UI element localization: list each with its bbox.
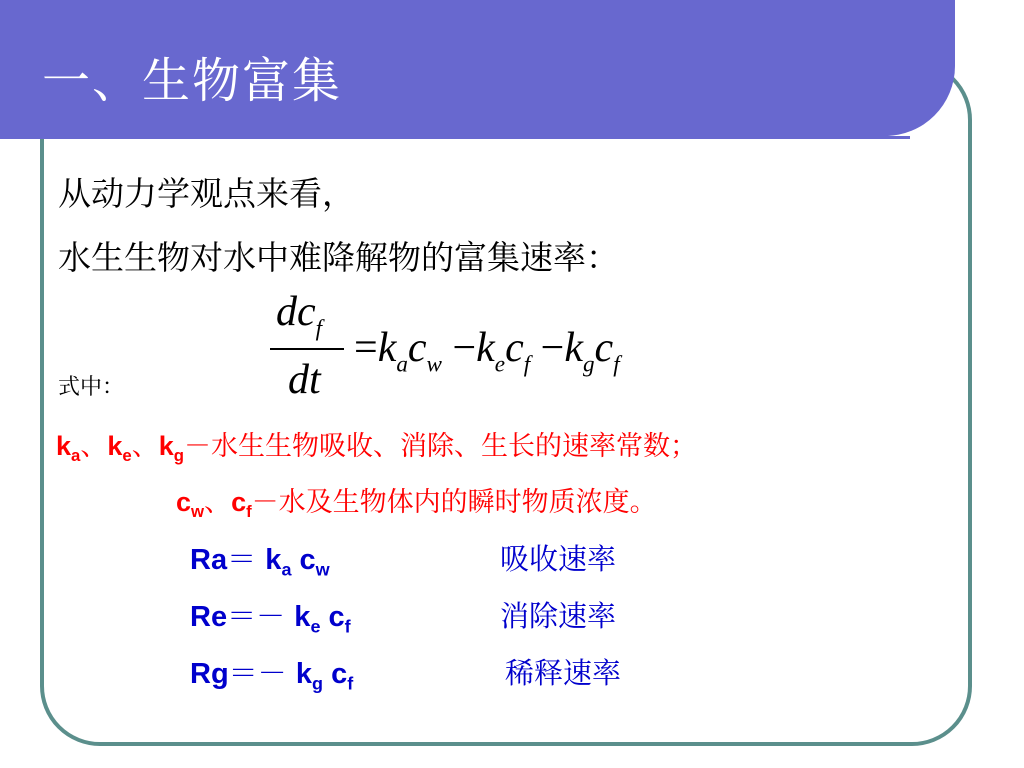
formula-numerator: $dc_f$ xyxy=(276,289,323,341)
where-label: 式中： xyxy=(58,375,125,400)
rate-name-elimination: 消除速率 xyxy=(500,599,617,633)
rate-name-dilution: 稀释速率 xyxy=(505,656,622,690)
rate-formula-rg: $Rg=- k_g$ $c_f$ xyxy=(190,656,354,694)
rate-equation xyxy=(262,284,762,414)
rate-name-absorption: 吸收速率 xyxy=(500,542,617,576)
formula-right-side: $=k_ac_w -k_ec_f -k_gc_f$ xyxy=(354,325,620,377)
definition-concentrations: $c_w$、$c_f-$水及生物体内的瞬时物质浓度。 xyxy=(176,487,657,521)
title-underline xyxy=(0,136,910,139)
fraction-bar xyxy=(270,348,344,350)
intro-line-2: 水生生物对水中难降解物的富集速率： xyxy=(58,238,619,277)
rate-formula-re: $Re=- k_e$ $c_f$ xyxy=(190,599,351,637)
slide-title: 一、生物富集 xyxy=(42,53,343,109)
formula-denominator: dt xyxy=(288,357,321,403)
definition-rate-constants: $k_a$、$k_e$、$k_g-$水生生物吸收、消除、生长的速率常数； xyxy=(56,431,697,465)
intro-line-1: 从动力学观点来看， xyxy=(58,174,355,213)
rate-formula-ra: $Ra= k_a$ $c_w$ xyxy=(190,542,330,580)
